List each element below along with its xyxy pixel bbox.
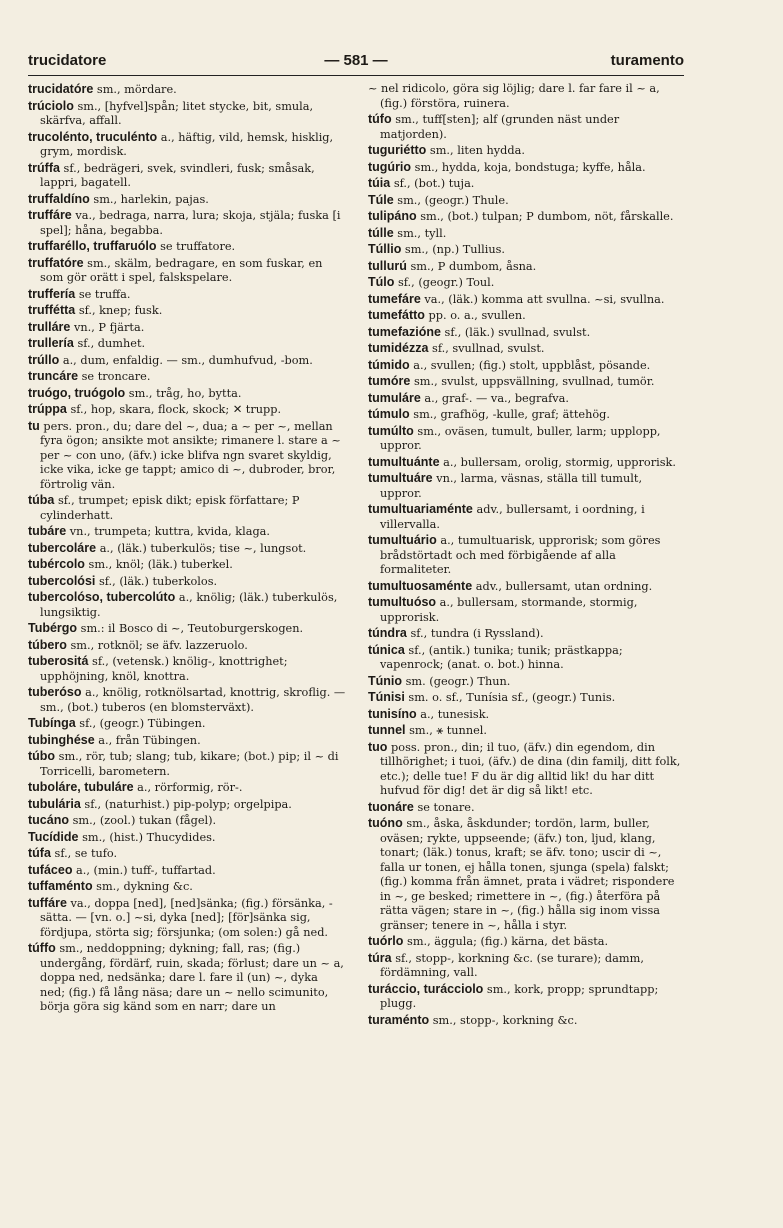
entry-headword: tumefáre bbox=[368, 291, 421, 306]
entry-definition: sm., hydda, koja, bondstuga; kyffe, håla. bbox=[414, 160, 646, 174]
dictionary-entry bbox=[368, 160, 686, 176]
dictionary-entry bbox=[28, 733, 346, 749]
entry-definition: sm., äggula; (fig.) kärna, det bästa. bbox=[407, 935, 609, 948]
entry-definition: sm., harlekin, pajas. bbox=[93, 192, 209, 206]
entry-definition: sf., knep; fusk. bbox=[78, 304, 163, 317]
dictionary-entry bbox=[28, 685, 346, 715]
entry-headword: truffáre bbox=[28, 208, 72, 222]
entry-headword: tufáceo bbox=[28, 862, 73, 877]
entry-definition: a., knölig; (läk.) tuberkulös, lungsiktig. bbox=[40, 591, 338, 619]
entry-definition: se tonare. bbox=[417, 800, 475, 814]
entry-headword: tuóno bbox=[368, 816, 403, 830]
entry-headword: Túle bbox=[368, 192, 394, 207]
entry-definition: vn., P fjärta. bbox=[73, 320, 145, 334]
entry-definition: a., tunesisk. bbox=[420, 707, 490, 721]
entry-headword: tugúrio bbox=[368, 159, 412, 174]
dictionary-entry bbox=[28, 386, 346, 402]
dictionary-entry bbox=[368, 341, 686, 357]
entry-headword: tuffaménto bbox=[28, 879, 93, 893]
entry-definition: a., bullersam, orolig, stormig, upprorisk. bbox=[443, 455, 676, 469]
entry-definition: adv., bullersamt, utan ordning. bbox=[475, 579, 653, 593]
entry-definition: adv., bullersamt, i oordning, i villervalla. bbox=[380, 503, 645, 531]
entry-headword: truncáre bbox=[28, 369, 79, 383]
entry-headword: trúciolo bbox=[28, 98, 74, 113]
entry-headword: Túllio bbox=[368, 242, 402, 256]
dictionary-entry bbox=[368, 626, 686, 642]
entry-headword: túlle bbox=[368, 225, 394, 240]
entry-definition: sm., [hyfvel]spån; litet stycke, bit, smula, skärfva, affall. bbox=[40, 99, 314, 127]
entry-headword: tuonáre bbox=[368, 799, 414, 814]
entry-definition: sf., svullnad, svulst. bbox=[432, 342, 545, 355]
entry-headword: tubulária bbox=[28, 796, 81, 811]
dictionary-entry bbox=[28, 353, 346, 369]
dictionary-entry bbox=[28, 369, 346, 385]
entry-definition: sf., hop, skara, flock, skock; ✕ trupp. bbox=[70, 403, 282, 416]
entry-definition: a., graf-. — va., begrafva. bbox=[424, 391, 569, 405]
entry-headword: tubercolósi bbox=[28, 573, 96, 588]
dictionary-entry bbox=[28, 896, 346, 941]
entry-headword: trulláre bbox=[28, 319, 71, 334]
entry-definition: sm., knöl; (läk.) tuberkel. bbox=[88, 558, 233, 571]
entry-definition: va., doppa [ned], [ned]sänka; (fig.) försänka, -sätta. — [vn. o.] ~si, dyka [ned]; [för]sänka sig, fördjupa, störta sig; försjunka; (om solen:) gå ned. bbox=[40, 896, 333, 939]
entry-headword: Túlo bbox=[368, 275, 395, 289]
entry-headword: túnica bbox=[368, 642, 405, 657]
entry-definition: sf., (läk.) tuberkolos. bbox=[98, 574, 218, 588]
entry-headword: tubinghése bbox=[28, 732, 95, 747]
entry-headword: túbero bbox=[28, 637, 67, 652]
dictionary-entry bbox=[368, 176, 686, 192]
entry-headword: túbo bbox=[28, 749, 56, 763]
dictionary-entry bbox=[28, 590, 346, 620]
entry-headword: truffatóre bbox=[28, 255, 84, 270]
entry-definition: sm., ⚹ tunnel. bbox=[409, 724, 488, 737]
right-column bbox=[368, 82, 686, 1029]
entry-headword: truffería bbox=[28, 286, 76, 301]
entry-headword: tu bbox=[28, 418, 40, 433]
page-number: — 581 — bbox=[324, 52, 388, 69]
entry-definition: va., (läk.) komma att svullna. ~si, svullna. bbox=[424, 292, 665, 306]
entry-headword: túia bbox=[368, 176, 391, 190]
dictionary-entry bbox=[368, 275, 686, 291]
dictionary-entry bbox=[28, 716, 346, 732]
entry-headword: Túnio bbox=[368, 673, 403, 688]
dictionary-entry bbox=[368, 690, 686, 706]
dictionary-entry bbox=[368, 424, 686, 454]
dictionary-entry bbox=[28, 208, 346, 238]
entry-headword: túra bbox=[368, 950, 392, 965]
dictionary-entry bbox=[28, 239, 346, 255]
entry-definition: a., från Tübingen. bbox=[98, 733, 201, 747]
entry-definition: sm., tråg, ho, bytta. bbox=[128, 386, 242, 400]
entry-headword: tuffáre bbox=[28, 895, 67, 910]
dictionary-entry bbox=[28, 161, 346, 191]
dictionary-entry bbox=[368, 143, 686, 159]
entry-definition: sm., stopp-, korkning &c. bbox=[432, 1013, 578, 1027]
dictionary-entry bbox=[28, 780, 346, 796]
dictionary-entry bbox=[28, 879, 346, 895]
dictionary-entry bbox=[368, 391, 686, 407]
entry-headword: trúllo bbox=[28, 352, 60, 367]
dictionary-entry bbox=[368, 502, 686, 532]
entry-definition: sm., oväsen, tumult, buller, larm; upplopp, uppror. bbox=[380, 424, 661, 452]
entry-headword: túmido bbox=[368, 357, 410, 372]
dictionary-entry bbox=[28, 524, 346, 540]
dictionary-entry bbox=[28, 621, 346, 637]
entry-headword: tubercoláre bbox=[28, 540, 97, 555]
dictionary-entry bbox=[28, 320, 346, 336]
header-last-word: turamento bbox=[610, 52, 684, 69]
entry-definition: sf., (vetensk.) knölig-, knottrighet; upphöjning, knöl, knottra. bbox=[40, 655, 288, 683]
entry-headword: tumefátto bbox=[368, 308, 425, 322]
dictionary-entry bbox=[368, 533, 686, 578]
entry-definition: vn., trumpeta; kuttra, kvida, klaga. bbox=[69, 525, 271, 538]
dictionary-entry bbox=[28, 813, 346, 829]
entry-definition: sm., skälm, bedragare, en som fuskar, en som gör orätt i spel, falskspelare. bbox=[40, 256, 323, 284]
entry-headword: tuo bbox=[368, 739, 388, 754]
entry-definition: sm., tyll. bbox=[397, 226, 447, 240]
entry-headword: tuguriétto bbox=[368, 143, 427, 157]
entry-definition: ~ nel ridicolo, göra sig löjlig; dare l. far fare il ~ a, (fig.) förstöra, ruinera. bbox=[368, 82, 660, 110]
entry-definition: sf., (naturhist.) pip-polyp; orgelpipa. bbox=[84, 797, 292, 811]
entry-definition: sm., grafhög, -kulle, graf; ättehög. bbox=[413, 408, 610, 421]
dictionary-entry bbox=[368, 595, 686, 625]
entry-headword: tumultuóso bbox=[368, 595, 437, 609]
entry-definition: sm., dykning &c. bbox=[96, 880, 193, 893]
dictionary-entry bbox=[28, 303, 346, 319]
dictionary-entry bbox=[28, 99, 346, 129]
entry-headword: truffaldíno bbox=[28, 191, 90, 206]
dictionary-entry bbox=[368, 358, 686, 374]
dictionary-entry bbox=[368, 579, 686, 595]
entry-headword: tucáno bbox=[28, 813, 69, 827]
entry-definition: sf., se tufo. bbox=[54, 847, 118, 860]
entry-definition: sm. o. sf., Tunísia sf., (geogr.) Tunis. bbox=[408, 691, 616, 704]
dictionary-entry bbox=[28, 419, 346, 493]
entry-headword: Túnisi bbox=[368, 690, 405, 704]
dictionary-entry bbox=[28, 192, 346, 208]
entry-headword: tumultuosaménte bbox=[368, 578, 473, 593]
entry-definition: va., bedraga, narra, lura; skoja, stjäla; fuska [i spel]; håna, begabba. bbox=[40, 209, 341, 237]
dictionary-entry bbox=[28, 256, 346, 286]
entry-definition: poss. pron., din; il tuo, (äfv.) din egendom, din tillhörighet; i tuoi, (äfv.) de dina (din familj, ditt folk, etc.); delle tue! F du är dig alltid lik! du har ditt hufvud för dig! det är dig så likt! etc. bbox=[380, 740, 681, 797]
entry-definition: sm.: il Bosco di ~, Teutoburgerskogen. bbox=[80, 622, 304, 635]
entry-headword: trúffa bbox=[28, 160, 60, 175]
dictionary-entry bbox=[28, 846, 346, 862]
entry-headword: tuórlo bbox=[368, 934, 404, 948]
dictionary-entry bbox=[368, 112, 686, 142]
entry-headword: tubercolóso, tubercolúto bbox=[28, 590, 176, 604]
entry-definition: a., rörformig, rör-. bbox=[137, 781, 243, 794]
entry-definition: a., tumultuarisk, upprorisk; som göres brådstörtadt och med förbigående af alla formaliteter. bbox=[380, 534, 661, 576]
dictionary-entry bbox=[368, 723, 686, 739]
entry-definition: se truffatore. bbox=[160, 240, 236, 253]
dictionary-entry bbox=[28, 749, 346, 779]
entry-headword: tuboláre, tubuláre bbox=[28, 780, 134, 794]
entry-headword: tuberositá bbox=[28, 654, 89, 668]
dictionary-entry bbox=[368, 209, 686, 225]
dictionary-entry bbox=[368, 455, 686, 471]
entry-definition: a., bullersam, stormande, stormig, upprorisk. bbox=[380, 596, 638, 624]
dictionary-entry bbox=[28, 82, 346, 98]
header-rule bbox=[28, 75, 684, 76]
entry-headword: tumultuariaménte bbox=[368, 502, 473, 516]
dictionary-entry bbox=[28, 654, 346, 684]
entry-headword: trullería bbox=[28, 336, 74, 350]
dictionary-entry bbox=[28, 557, 346, 573]
entry-headword: tumuláre bbox=[368, 390, 421, 405]
entry-definition: sf., bedrägeri, svek, svindleri, fusk; småsak, lappri, bagatell. bbox=[40, 161, 315, 189]
entry-headword: Tubínga bbox=[28, 716, 76, 730]
entry-definition: vn., larma, väsnas, ställa till tumult, uppror. bbox=[380, 472, 643, 500]
entry-definition: se truffa. bbox=[78, 287, 131, 301]
entry-definition: a., knölig, rotknölsartad, knottrig, skroflig. — sm., (bot.) tuberos (en blomsterväxt). bbox=[40, 686, 346, 714]
entry-definition: sf., (bot.) tuja. bbox=[393, 177, 475, 190]
entry-definition: sf., dumhet. bbox=[77, 337, 146, 350]
dictionary-entry bbox=[28, 493, 346, 523]
entry-definition: sm. (geogr.) Thun. bbox=[405, 674, 511, 688]
dictionary-entry bbox=[368, 259, 686, 275]
dictionary-entry bbox=[368, 374, 686, 390]
entry-headword: truffaréllo, truffaruólo bbox=[28, 239, 157, 253]
entry-definition: sm., kork, propp; sprundtapp; plugg. bbox=[380, 982, 659, 1010]
dictionary-entry bbox=[368, 800, 686, 816]
dictionary-entry bbox=[28, 830, 346, 846]
entry-definition: sf., (geogr.) Tübingen. bbox=[79, 717, 206, 730]
entry-headword: turáccio, turácciolo bbox=[368, 981, 484, 996]
dictionary-entry bbox=[368, 325, 686, 341]
entry-definition: se troncare. bbox=[81, 370, 151, 383]
entry-definition: a., (läk.) tuberkulös; tise ~, lungsot. bbox=[99, 541, 307, 555]
entry-headword: túfa bbox=[28, 846, 51, 860]
entry-headword: tumúlto bbox=[368, 423, 414, 438]
dictionary-entry bbox=[368, 407, 686, 423]
entry-headword: tumefazióne bbox=[368, 324, 441, 339]
entry-headword: tulipáno bbox=[368, 209, 417, 223]
running-header bbox=[28, 52, 684, 74]
dictionary-entry bbox=[368, 951, 686, 981]
entry-definition: sm., mördare. bbox=[96, 83, 177, 96]
entry-definition: sm., rotknöl; se äfv. lazzeruolo. bbox=[70, 638, 248, 652]
entry-headword: túmulo bbox=[368, 407, 410, 421]
entry-definition: sm., tuff[sten]; alf (grunden näst under matjorden). bbox=[380, 113, 620, 141]
entry-definition: sm., P dumbom, åsna. bbox=[410, 259, 537, 273]
entry-headword: túndra bbox=[368, 626, 407, 640]
entry-definition: sm., (zool.) tukan (fågel). bbox=[72, 814, 217, 827]
dictionary-entry bbox=[368, 982, 686, 1012]
dictionary-entry bbox=[368, 707, 686, 723]
dictionary-entry bbox=[28, 130, 346, 160]
dictionary-entry bbox=[368, 643, 686, 673]
dictionary-entry bbox=[368, 740, 686, 799]
entry-headword: tullurú bbox=[368, 258, 407, 273]
dictionary-entry bbox=[368, 934, 686, 950]
dictionary-entry bbox=[28, 941, 346, 1015]
entry-definition: sm., neddoppning; dykning; fall, ras; (fig.) undergång, fördärf, ruin, skada; förlust; dare un ~ a, doppa ned, nedsänka; dare l. fare il (un) ~, dyka ned; (fig.) få lång näsa; dare un ~ nello scimunito, börja göra sig känd som en narr; dare un bbox=[40, 942, 344, 1013]
entry-definition: sm., (hist.) Thucydides. bbox=[82, 830, 216, 844]
entry-headword: tumóre bbox=[368, 374, 411, 388]
dictionary-entry bbox=[368, 226, 686, 242]
entry-definition: a., svullen; (fig.) stolt, uppblåst, pösande. bbox=[413, 358, 651, 372]
entry-headword: tubáre bbox=[28, 524, 67, 538]
dictionary-entry bbox=[368, 471, 686, 501]
entry-headword: tumultuánte bbox=[368, 454, 440, 469]
entry-definition: a., dum, enfaldig. — sm., dumhufvud, -bom. bbox=[62, 353, 313, 367]
dictionary-entry bbox=[368, 292, 686, 308]
header-first-word: trucidatore bbox=[28, 52, 107, 69]
entry-definition: pers. pron., du; dare del ~, dua; a ~ per ~, mellan fyra ögon; ansikte mot ansikte; rimanere l. stare a ~ per ~ con uno, (äfv.) icke blifva ngn svaret skyldig, icke vika, icke ge tappt; amico di ~, dubroder, bror, förtrolig vän. bbox=[40, 419, 341, 491]
dictionary-entry bbox=[28, 287, 346, 303]
dictionary-entry bbox=[28, 574, 346, 590]
entry-definition: sf., stopp-, korkning &c. (se turare); damm, fördämning, vall. bbox=[380, 951, 644, 979]
entry-headword: tumidézza bbox=[368, 341, 429, 355]
dictionary-entry bbox=[368, 82, 686, 111]
dictionary-entry bbox=[28, 541, 346, 557]
dictionary-entry bbox=[368, 193, 686, 209]
entry-headword: Tucídide bbox=[28, 829, 79, 844]
entry-headword: trucolénto, truculénto bbox=[28, 129, 158, 144]
dictionary-entry bbox=[28, 638, 346, 654]
entry-definition: sm., åska, åskdunder; tordön, larm, buller, oväsen; rykte, uppseende; (äfv.) ton, ljud, klang, tonart; (läk.) tonus, kraft; se äfv. tono; uscir di ~, falla ur tonen, ej hålla tonen, sjunga (spela) falskt; (fig.) komma från ämnet, prata i vädret; rispondere in ~, ge besked; rimettere in ~, (fig.) återföra på rätta vägen; stare in ~, (fig.) hålla sig inom vissa gränser; tenere in ~, hålla i styr. bbox=[380, 817, 675, 932]
dictionary-entry bbox=[28, 797, 346, 813]
entry-headword: tunisíno bbox=[368, 706, 417, 721]
entry-headword: tunnel bbox=[368, 723, 406, 737]
entry-definition: sm., (bot.) tulpan; P dumbom, nöt, fårskalle. bbox=[420, 210, 674, 223]
entry-definition: pp. o. a., svullen. bbox=[428, 309, 526, 322]
entry-headword: truffétta bbox=[28, 303, 76, 317]
entry-definition: sf., (läk.) svullnad, svulst. bbox=[444, 325, 591, 339]
entry-headword: trucidatóre bbox=[28, 82, 94, 96]
dictionary-entry bbox=[368, 1013, 686, 1029]
entry-definition: sf., trumpet; episk dikt; episk författare; P cylinderhatt. bbox=[40, 494, 300, 522]
entry-headword: trúppa bbox=[28, 402, 67, 416]
entry-definition: sm., (np.) Tullius. bbox=[404, 243, 506, 256]
entry-definition: sf., (antik.) tunika; tunik; prästkappa; vapenrock; (anat. o. bot.) hinna. bbox=[380, 643, 623, 671]
entry-definition: a., (min.) tuff-, tuffartad. bbox=[76, 863, 216, 877]
dictionary-entry bbox=[368, 308, 686, 324]
dictionary-entry bbox=[368, 242, 686, 258]
entry-headword: turaménto bbox=[368, 1012, 430, 1027]
entry-headword: tubércolo bbox=[28, 557, 85, 571]
entry-headword: truógo, truógolo bbox=[28, 385, 126, 400]
entry-headword: túffo bbox=[28, 941, 56, 955]
entry-headword: túfo bbox=[368, 112, 392, 126]
entry-definition: sm., rör, tub; slang; tub, kikare; (bot.) pip; il ~ di Torricelli, barometern. bbox=[40, 750, 339, 778]
entry-headword: túba bbox=[28, 493, 55, 507]
dictionary-entry bbox=[368, 674, 686, 690]
entry-definition: a., häftig, vild, hemsk, hisklig, grym, mordisk. bbox=[40, 130, 334, 158]
entry-headword: tumultuáre bbox=[368, 471, 433, 485]
dictionary-entry bbox=[28, 402, 346, 418]
dictionary-entry bbox=[28, 336, 346, 352]
entry-definition: sm., svulst, uppsvällning, svullnad, tumör. bbox=[413, 375, 655, 388]
entry-headword: tumultuário bbox=[368, 533, 437, 547]
entry-definition: sm., liten hydda. bbox=[429, 144, 525, 157]
dictionary-entry bbox=[28, 863, 346, 879]
entry-headword: tuberóso bbox=[28, 685, 82, 699]
entry-headword: Tubérgo bbox=[28, 621, 78, 635]
left-column bbox=[28, 82, 346, 1016]
entry-definition: sf., (geogr.) Toul. bbox=[397, 276, 495, 289]
entry-definition: sm., (geogr.) Thule. bbox=[397, 193, 509, 207]
entry-definition: sf., tundra (i Ryssland). bbox=[410, 627, 544, 640]
dictionary-entry bbox=[368, 816, 686, 933]
